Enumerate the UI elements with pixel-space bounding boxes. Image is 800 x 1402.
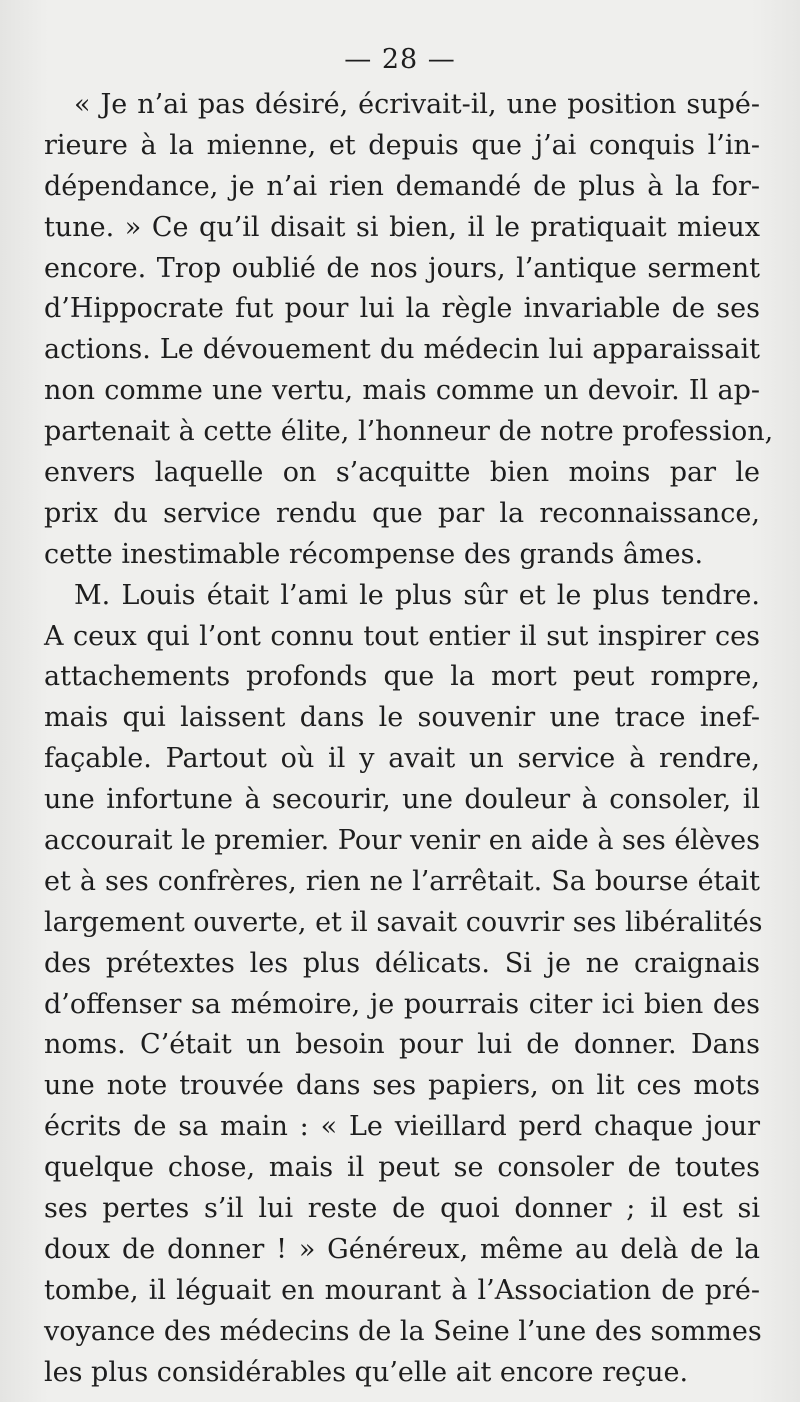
text-line: une infortune à secourir, une douleur à consoler, il bbox=[44, 784, 760, 816]
text-line: écrits de sa main : « Le vieillard perd chaque jour bbox=[44, 1111, 760, 1143]
text-line: d’offenser sa mémoire, je pourrais citer ici bien des bbox=[44, 988, 760, 1020]
text-line: attachements profonds que la mort peut rompre, bbox=[44, 661, 760, 693]
text-line: largement ouverte, et il savait couvrir ses libéralités bbox=[44, 906, 763, 938]
text-line: accourait le premier. Pour venir en aide à ses élèves bbox=[44, 825, 760, 857]
page-number: — 28 — bbox=[344, 44, 456, 75]
text-line: et à ses confrères, rien ne l’arrêtait. Sa bourse était bbox=[44, 865, 760, 897]
text-line: tombe, il léguait en mourant à l’Association de pré- bbox=[44, 1274, 760, 1306]
text-line: cette inestimable récompense des grands âmes. bbox=[44, 538, 704, 570]
text-line: encore. Trop oublié de nos jours, l’antique serment bbox=[44, 252, 760, 284]
text-line: les plus considérables qu’elle ait encore reçue. bbox=[44, 1356, 689, 1388]
text-line: tune. » Ce qu’il disait si bien, il le pratiquait mieux bbox=[44, 211, 760, 243]
text-line: actions. Le dévouement du médecin lui apparaissait bbox=[44, 334, 760, 366]
text-line: mais qui laissent dans le souvenir une trace inef- bbox=[44, 702, 760, 734]
text-line: partenait à cette élite, l’honneur de notre profession, bbox=[44, 416, 774, 448]
text-line: envers laquelle on s’acquitte bien moins par le bbox=[44, 457, 760, 489]
text-line: des prétextes les plus délicats. Si je ne craignais bbox=[44, 947, 760, 979]
text-line: voyance des médecins de la Seine l’une des sommes bbox=[44, 1315, 762, 1347]
text-line: dépendance, je n’ai rien demandé de plus à la for- bbox=[44, 170, 760, 202]
text-line: A ceux qui l’ont connu tout entier il sut inspirer ces bbox=[44, 620, 760, 652]
text-line: noms. C’était un besoin pour lui de donner. Dans bbox=[44, 1029, 760, 1061]
text-line: non comme une vertu, mais comme un devoir. Il ap- bbox=[44, 375, 760, 407]
text-line: M. Louis était l’ami le plus sûr et le plus tendre. bbox=[74, 579, 760, 611]
text-line: doux de donner ! » Généreux, même au delà de la bbox=[44, 1233, 760, 1265]
text-line: une note trouvée dans ses papiers, on lit ces mots bbox=[44, 1070, 760, 1102]
text-line: façable. Partout où il y avait un service à rendre, bbox=[44, 743, 760, 775]
text-line: ses pertes s’il lui reste de quoi donner ; il est si bbox=[44, 1193, 760, 1225]
text-line: d’Hippocrate fut pour lui la règle invariable de ses bbox=[44, 293, 760, 325]
text-line: rieure à la mienne, et depuis que j’ai conquis l’in- bbox=[44, 129, 760, 161]
body-text bbox=[44, 85, 774, 1394]
text-line: prix du service rendu que par la reconnaissance, bbox=[44, 497, 760, 529]
text-line: quelque chose, mais il peut se consoler de toutes bbox=[44, 1152, 760, 1184]
text-line: « Je n’ai pas désiré, écrivait-il, une position supé- bbox=[74, 89, 760, 120]
